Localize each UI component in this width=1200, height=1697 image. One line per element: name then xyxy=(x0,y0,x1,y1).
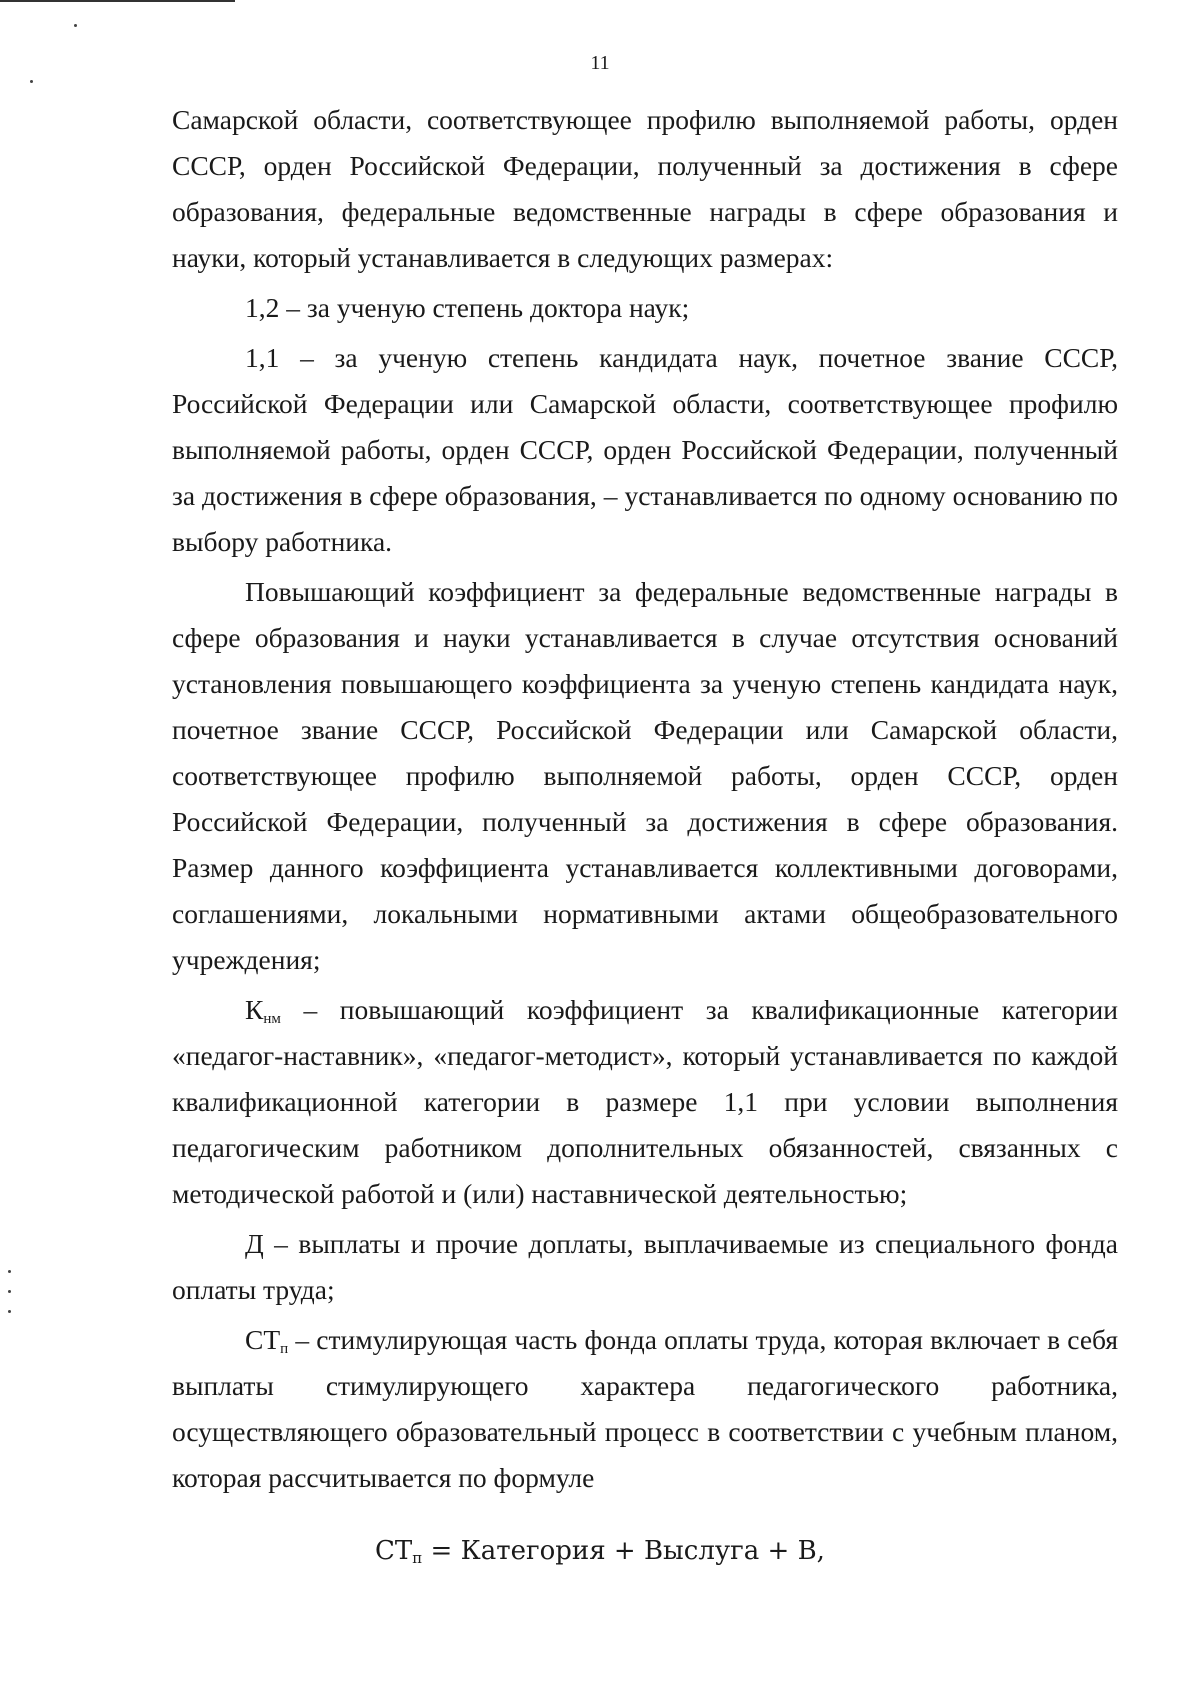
formula xyxy=(0,1536,1200,1566)
paragraph xyxy=(172,987,1118,1217)
paragraph-text: Повышающий коэффициент за федеральные ведомственные награды в сфере образования и науки устанавливается в случае отсутствия оснований установления повышающего коэффициента за ученую степень кандидата наук, почетное звание СССР, Российской Федерации или Самарской области, соответствующее профилю выполняемой работы, орден СССР, орден Российской Федерации, полученный за достижения в сфере образования. Размер данного коэффициента устанавливается коллективными договорами, соглашениями, локальными нормативными актами общеобразовательного учреждения; xyxy=(172,576,1118,975)
coefficient-symbol: СТ xyxy=(245,1324,281,1355)
formula-rhs: = Категория + Выслуга + В, xyxy=(422,1536,825,1566)
paragraph-text: 1,2 – за ученую степень доктора наук; xyxy=(245,292,690,323)
paragraph xyxy=(172,335,1118,565)
page-number: 11 xyxy=(590,52,610,74)
paragraph-text: – повышающий коэффициент за квалификационные категории «педагог-наставник», «педагог-методист», который устанавливается по каждой квалификационной категории в размере 1,1 при условии выполнения педагогическим работником дополнительных обязанностей, связанных с методической работой и (или) наставнической деятельностью; xyxy=(172,994,1118,1209)
paragraph xyxy=(172,285,1118,331)
paragraph xyxy=(172,1317,1118,1501)
body-text xyxy=(172,97,1118,1501)
formula-lhs-subscript: п xyxy=(412,1549,423,1567)
scan-speck xyxy=(30,80,33,83)
coefficient-subscript: п xyxy=(280,1341,289,1357)
paragraph xyxy=(172,1221,1118,1313)
scan-speck xyxy=(8,1290,11,1293)
paragraph-text: Д – выплаты и прочие доплаты, выплачиваемые из специального фонда оплаты труда; xyxy=(172,1228,1118,1305)
paragraph-text: – стимулирующая часть фонда оплаты труда, которая включает в себя выплаты стимулирующего характера педагогического работника, осуществляющего образовательный процесс в соответствии с учебным планом, которая рассчитывается по формуле xyxy=(172,1324,1118,1493)
scan-speck xyxy=(8,1310,11,1313)
paragraph xyxy=(172,97,1118,281)
scan-speck xyxy=(74,24,77,27)
coefficient-symbol: К xyxy=(245,994,264,1025)
formula-lhs: СТ xyxy=(375,1536,413,1566)
paragraph xyxy=(172,569,1118,983)
paragraph-text: 1,1 – за ученую степень кандидата наук, почетное звание СССР, Российской Федерации или Самарской области, соответствующее профилю выполняемой работы, орден СССР, орден Российской Федерации, полученный за достижения в сфере образования, – устанавливается по одному основанию по выбору работника. xyxy=(172,342,1118,557)
coefficient-subscript: нм xyxy=(263,1011,281,1027)
paragraph-text: Самарской области, соответствующее профилю выполняемой работы, орден СССР, орден Российской Федерации, полученный за достижения в сфере образования, федеральные ведомственные награды в сфере образования и науки, который устанавливается в следующих размерах: xyxy=(172,104,1118,273)
scan-edge-line xyxy=(0,0,235,2)
scan-speck xyxy=(8,1270,11,1273)
